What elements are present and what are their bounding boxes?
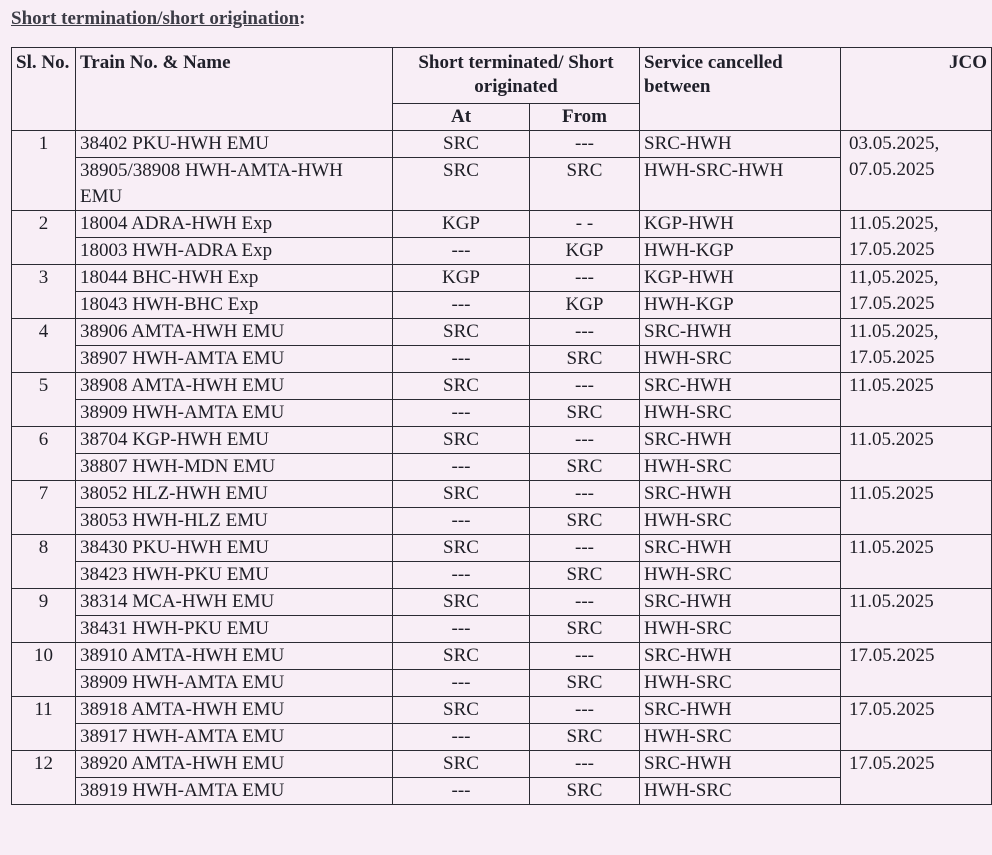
short-at-cell: KGP bbox=[393, 265, 530, 292]
service-cancelled-cell: KGP-HWH bbox=[640, 211, 841, 238]
sl-no-cell: 12 bbox=[12, 751, 76, 805]
short-from-cell: --- bbox=[530, 319, 640, 346]
train-name-cell: 38920 AMTA-HWH EMU bbox=[76, 751, 393, 778]
header-short-terminated: Short terminated/ Short originated bbox=[393, 48, 640, 104]
short-at-cell: --- bbox=[393, 670, 530, 697]
table-row bbox=[12, 697, 992, 724]
short-at-cell: --- bbox=[393, 238, 530, 265]
service-cancelled-cell: HWH-SRC bbox=[640, 454, 841, 481]
jco-date-cell: 17.05.2025 bbox=[841, 643, 992, 697]
table-row bbox=[12, 751, 992, 778]
short-from-cell: SRC bbox=[530, 724, 640, 751]
jco-date-cell: 11,05.2025, 17.05.2025 bbox=[841, 265, 992, 319]
short-from-cell: --- bbox=[530, 643, 640, 670]
short-at-cell: SRC bbox=[393, 427, 530, 454]
service-cancelled-cell: SRC-HWH bbox=[640, 589, 841, 616]
train-name-cell: 38910 AMTA-HWH EMU bbox=[76, 643, 393, 670]
header-service-cancelled: Service cancelled between bbox=[640, 48, 841, 131]
sl-no-cell: 10 bbox=[12, 643, 76, 697]
short-from-cell: --- bbox=[530, 535, 640, 562]
train-name-cell: 38431 HWH-PKU EMU bbox=[76, 616, 393, 643]
service-cancelled-cell: HWH-SRC bbox=[640, 400, 841, 427]
service-cancelled-cell: SRC-HWH bbox=[640, 131, 841, 158]
service-cancelled-cell: HWH-KGP bbox=[640, 238, 841, 265]
short-from-cell: --- bbox=[530, 481, 640, 508]
short-termination-table bbox=[11, 47, 992, 805]
service-cancelled-cell: HWH-SRC bbox=[640, 778, 841, 805]
header-sl-no: Sl. No. bbox=[12, 48, 76, 131]
short-at-cell: SRC bbox=[393, 535, 530, 562]
short-at-cell: SRC bbox=[393, 131, 530, 158]
short-at-cell: --- bbox=[393, 346, 530, 373]
sl-no-cell: 3 bbox=[12, 265, 76, 319]
service-cancelled-cell: HWH-SRC bbox=[640, 562, 841, 589]
service-cancelled-cell: HWH-SRC bbox=[640, 670, 841, 697]
short-at-cell: --- bbox=[393, 616, 530, 643]
service-cancelled-cell: SRC-HWH bbox=[640, 373, 841, 400]
short-at-cell: SRC bbox=[393, 751, 530, 778]
table-row bbox=[12, 535, 992, 562]
short-from-cell: --- bbox=[530, 265, 640, 292]
short-at-cell: --- bbox=[393, 508, 530, 535]
short-at-cell: SRC bbox=[393, 589, 530, 616]
train-name-cell: 38917 HWH-AMTA EMU bbox=[76, 724, 393, 751]
train-name-cell: 18003 HWH-ADRA Exp bbox=[76, 238, 393, 265]
train-name-cell: 18044 BHC-HWH Exp bbox=[76, 265, 393, 292]
section-heading bbox=[11, 8, 306, 30]
header-train: Train No. & Name bbox=[76, 48, 393, 131]
short-from-cell: SRC bbox=[530, 562, 640, 589]
service-cancelled-cell: HWH-SRC-HWH bbox=[640, 158, 841, 211]
table-row bbox=[12, 319, 992, 346]
short-from-cell: - - bbox=[530, 211, 640, 238]
header-at: At bbox=[393, 104, 530, 131]
service-cancelled-cell: SRC-HWH bbox=[640, 535, 841, 562]
sl-no-cell: 4 bbox=[12, 319, 76, 373]
service-cancelled-cell: SRC-HWH bbox=[640, 751, 841, 778]
short-from-cell: KGP bbox=[530, 292, 640, 319]
train-name-cell: 38423 HWH-PKU EMU bbox=[76, 562, 393, 589]
service-cancelled-cell: KGP-HWH bbox=[640, 265, 841, 292]
train-name-cell: 38907 HWH-AMTA EMU bbox=[76, 346, 393, 373]
service-cancelled-cell: HWH-SRC bbox=[640, 724, 841, 751]
table-row bbox=[12, 481, 992, 508]
jco-date-cell: 11.05.2025 bbox=[841, 427, 992, 481]
train-name-cell: 38807 HWH-MDN EMU bbox=[76, 454, 393, 481]
service-cancelled-cell: SRC-HWH bbox=[640, 427, 841, 454]
train-name-cell: 38909 HWH-AMTA EMU bbox=[76, 400, 393, 427]
short-at-cell: --- bbox=[393, 562, 530, 589]
table-row bbox=[12, 643, 992, 670]
section-heading-colon: : bbox=[299, 8, 306, 29]
sl-no-cell: 5 bbox=[12, 373, 76, 427]
sl-no-cell: 1 bbox=[12, 131, 76, 211]
train-name-cell: 38704 KGP-HWH EMU bbox=[76, 427, 393, 454]
short-at-cell: SRC bbox=[393, 643, 530, 670]
header-jco: JCO bbox=[841, 48, 992, 131]
short-from-cell: SRC bbox=[530, 508, 640, 535]
service-cancelled-cell: SRC-HWH bbox=[640, 697, 841, 724]
short-at-cell: SRC bbox=[393, 373, 530, 400]
short-from-cell: SRC bbox=[530, 778, 640, 805]
table-row bbox=[12, 427, 992, 454]
short-at-cell: SRC bbox=[393, 697, 530, 724]
service-cancelled-cell: SRC-HWH bbox=[640, 643, 841, 670]
short-from-cell: --- bbox=[530, 131, 640, 158]
sl-no-cell: 9 bbox=[12, 589, 76, 643]
train-name-cell: 38052 HLZ-HWH EMU bbox=[76, 481, 393, 508]
short-at-cell: SRC bbox=[393, 158, 530, 211]
table-body bbox=[12, 131, 992, 805]
jco-date-cell: 17.05.2025 bbox=[841, 751, 992, 805]
jco-date-cell: 11.05.2025 bbox=[841, 481, 992, 535]
short-at-cell: --- bbox=[393, 724, 530, 751]
table-row bbox=[12, 589, 992, 616]
train-name-cell: 38906 AMTA-HWH EMU bbox=[76, 319, 393, 346]
short-from-cell: KGP bbox=[530, 238, 640, 265]
train-name-cell: 38402 PKU-HWH EMU bbox=[76, 131, 393, 158]
short-from-cell: SRC bbox=[530, 158, 640, 211]
short-from-cell: --- bbox=[530, 373, 640, 400]
service-cancelled-cell: SRC-HWH bbox=[640, 481, 841, 508]
table-row bbox=[12, 373, 992, 400]
service-cancelled-cell: HWH-KGP bbox=[640, 292, 841, 319]
train-name-cell: 38908 AMTA-HWH EMU bbox=[76, 373, 393, 400]
train-name-cell: 38430 PKU-HWH EMU bbox=[76, 535, 393, 562]
train-name-cell: 18004 ADRA-HWH Exp bbox=[76, 211, 393, 238]
short-at-cell: KGP bbox=[393, 211, 530, 238]
short-from-cell: SRC bbox=[530, 346, 640, 373]
jco-date-cell: 11.05.2025, 17.05.2025 bbox=[841, 319, 992, 373]
header-from: From bbox=[530, 104, 640, 131]
train-name-cell: 38918 AMTA-HWH EMU bbox=[76, 697, 393, 724]
table-row bbox=[12, 211, 992, 238]
short-from-cell: --- bbox=[530, 751, 640, 778]
jco-date-cell: 11.05.2025 bbox=[841, 535, 992, 589]
jco-date-cell: 03.05.2025, 07.05.2025 bbox=[841, 131, 992, 211]
sl-no-cell: 8 bbox=[12, 535, 76, 589]
short-at-cell: --- bbox=[393, 400, 530, 427]
short-from-cell: SRC bbox=[530, 670, 640, 697]
table-row bbox=[12, 131, 992, 158]
short-at-cell: SRC bbox=[393, 481, 530, 508]
service-cancelled-cell: HWH-SRC bbox=[640, 508, 841, 535]
train-name-cell: 38919 HWH-AMTA EMU bbox=[76, 778, 393, 805]
jco-date-cell: 11.05.2025 bbox=[841, 373, 992, 427]
short-from-cell: --- bbox=[530, 589, 640, 616]
short-from-cell: SRC bbox=[530, 454, 640, 481]
sl-no-cell: 11 bbox=[12, 697, 76, 751]
jco-date-cell: 11.05.2025 bbox=[841, 589, 992, 643]
service-cancelled-cell: SRC-HWH bbox=[640, 319, 841, 346]
train-name-cell: 38053 HWH-HLZ EMU bbox=[76, 508, 393, 535]
sl-no-cell: 2 bbox=[12, 211, 76, 265]
short-from-cell: --- bbox=[530, 427, 640, 454]
table-row bbox=[12, 265, 992, 292]
jco-date-cell: 17.05.2025 bbox=[841, 697, 992, 751]
short-from-cell: SRC bbox=[530, 400, 640, 427]
train-name-cell: 38905/38908 HWH-AMTA-HWH EMU bbox=[76, 158, 393, 211]
train-name-cell: 18043 HWH-BHC Exp bbox=[76, 292, 393, 319]
jco-date-cell: 11.05.2025, 17.05.2025 bbox=[841, 211, 992, 265]
train-name-cell: 38909 HWH-AMTA EMU bbox=[76, 670, 393, 697]
short-from-cell: --- bbox=[530, 697, 640, 724]
sl-no-cell: 6 bbox=[12, 427, 76, 481]
short-at-cell: --- bbox=[393, 778, 530, 805]
sl-no-cell: 7 bbox=[12, 481, 76, 535]
service-cancelled-cell: HWH-SRC bbox=[640, 616, 841, 643]
section-heading-text: Short termination/short origination bbox=[11, 8, 300, 29]
short-at-cell: --- bbox=[393, 454, 530, 481]
train-name-cell: 38314 MCA-HWH EMU bbox=[76, 589, 393, 616]
short-at-cell: SRC bbox=[393, 319, 530, 346]
service-cancelled-cell: HWH-SRC bbox=[640, 346, 841, 373]
short-at-cell: --- bbox=[393, 292, 530, 319]
short-from-cell: SRC bbox=[530, 616, 640, 643]
